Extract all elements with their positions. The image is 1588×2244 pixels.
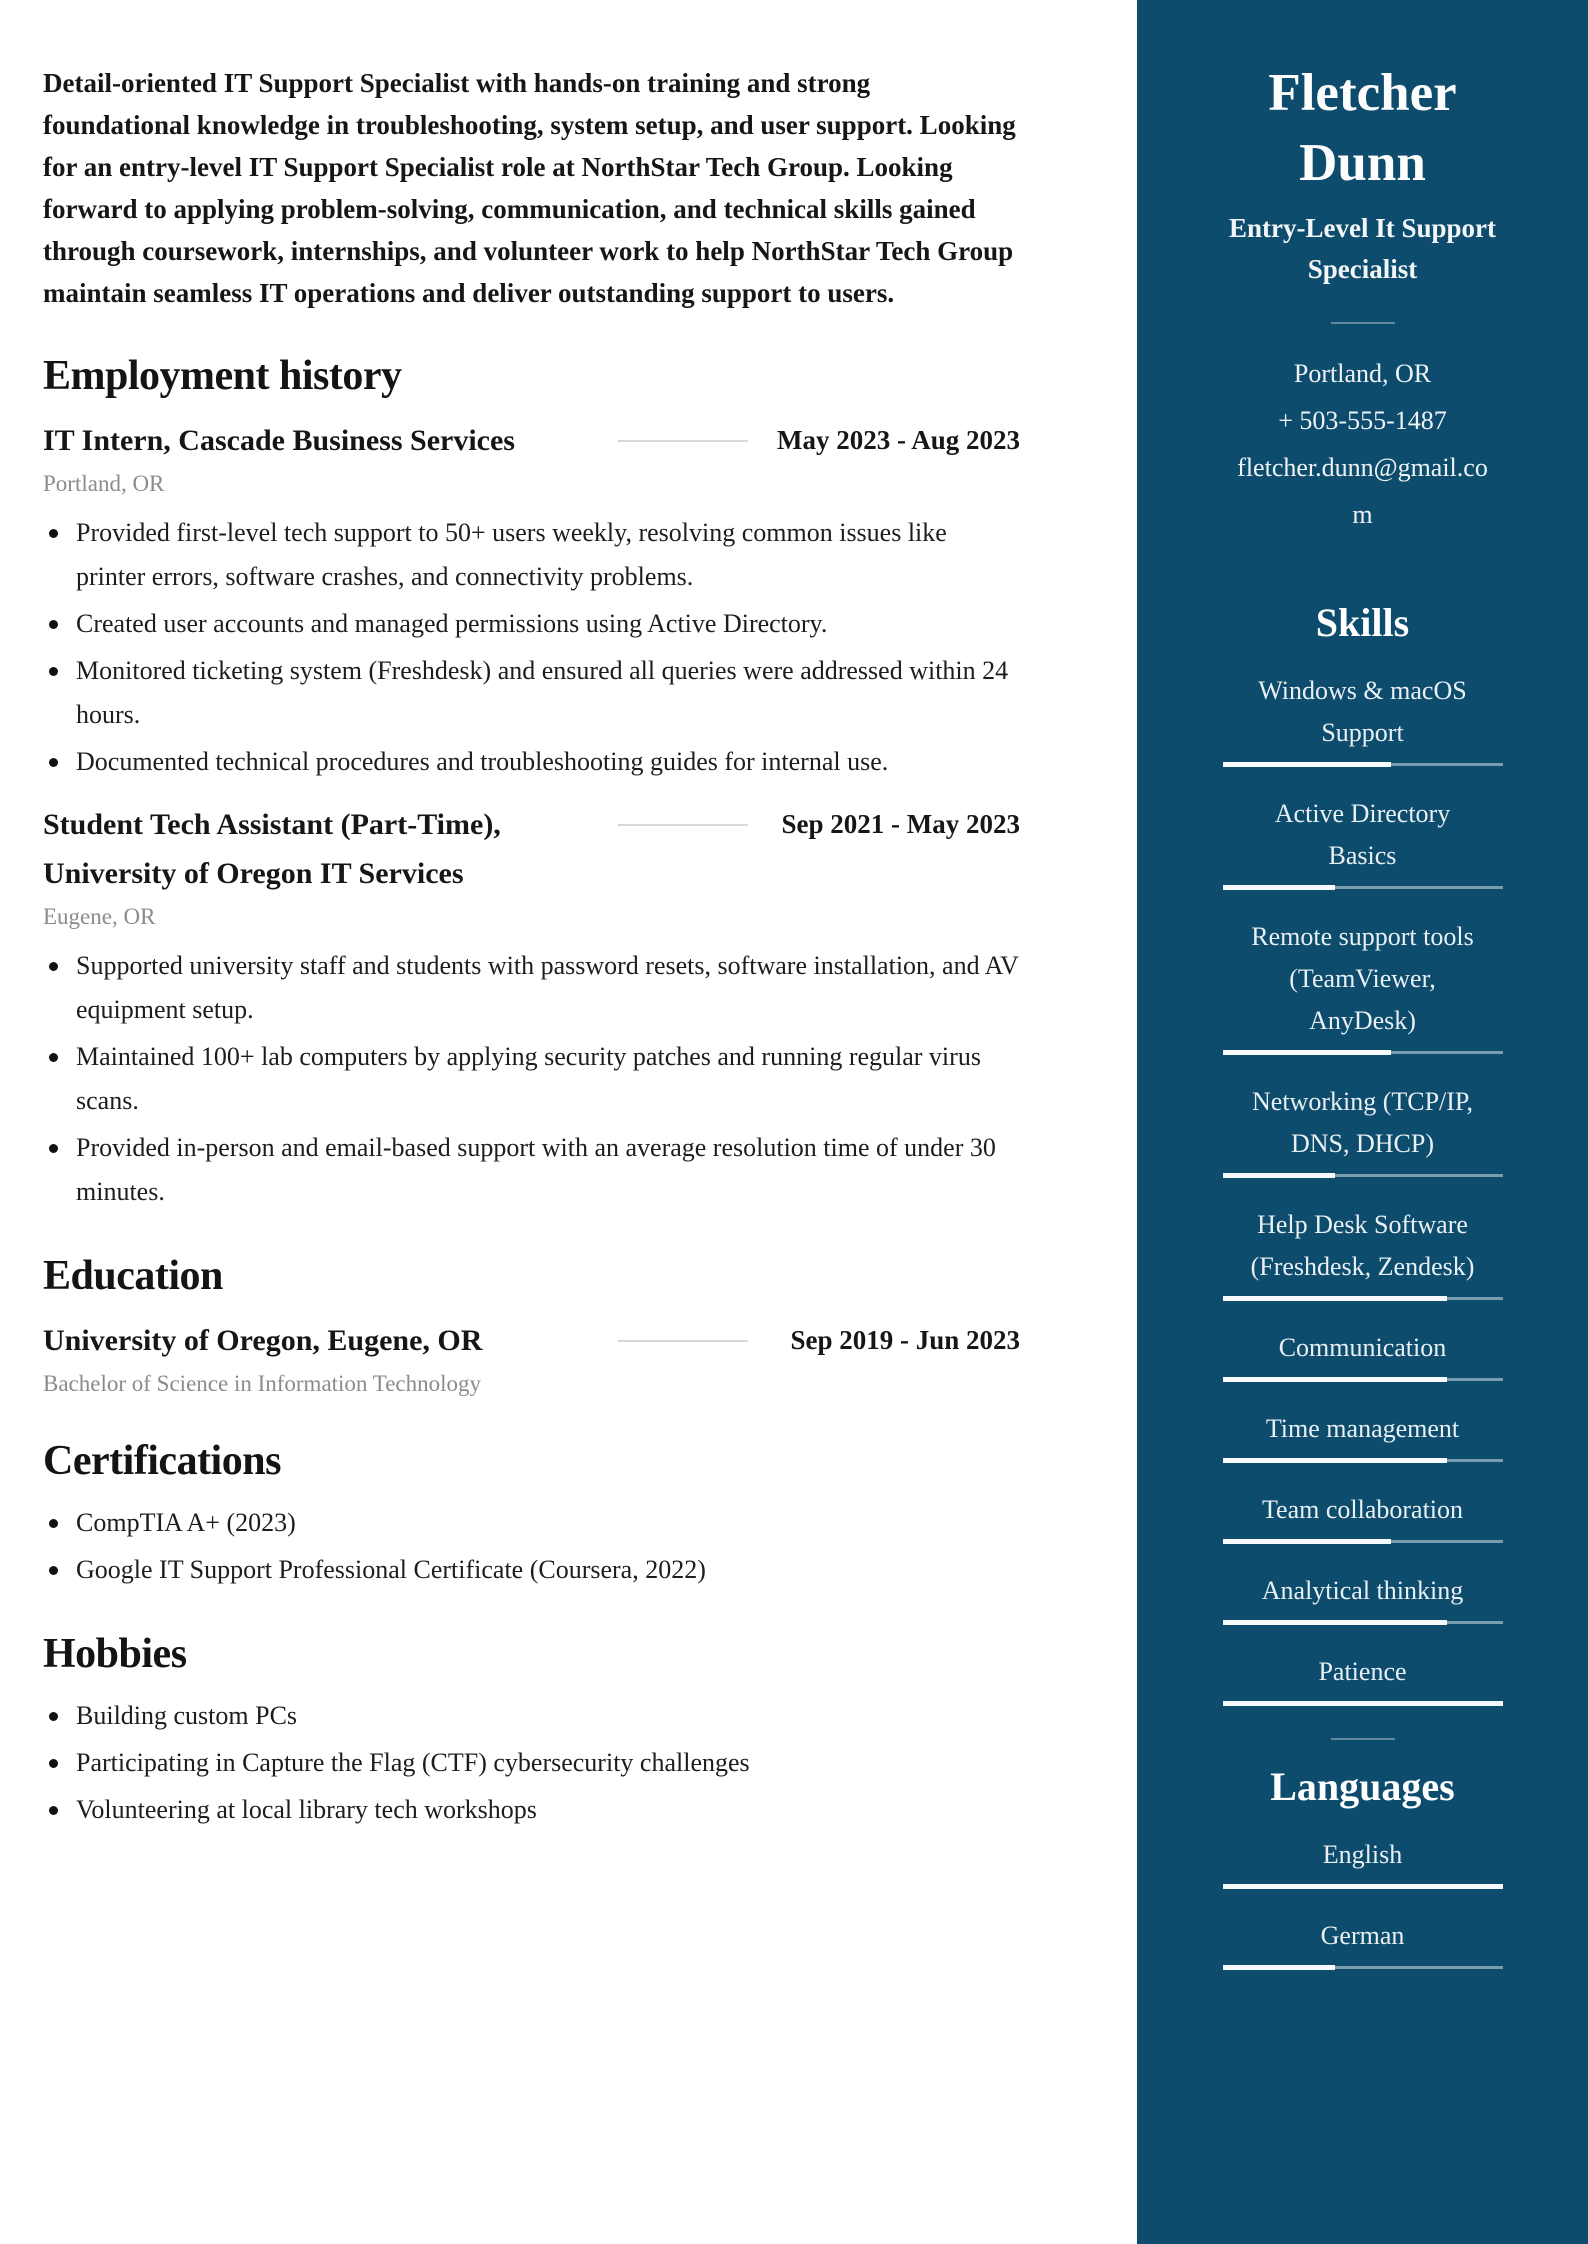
skill-level-bar [1223, 762, 1503, 767]
person-job-title: Entry-Level It Support Specialist [1228, 213, 1496, 284]
language-label: German [1320, 1921, 1405, 1950]
level-bar-fill [1223, 885, 1335, 890]
skill-item [1137, 670, 1588, 767]
contact-location: Portland, OR [1293, 359, 1432, 388]
skill-label: Active Directory Basics [1274, 799, 1451, 870]
entry-meta: Eugene, OR [43, 904, 156, 929]
level-bar-fill [1223, 1884, 1503, 1889]
resume-section [43, 1252, 1020, 1399]
languages-list [1137, 1834, 1588, 1970]
section-entry [43, 800, 1020, 1214]
bullet-item: Monitored ticketing system (Freshdesk) and ensured all queries were addressed within 24 hours. [43, 649, 1020, 737]
skill-level-bar [1223, 1701, 1503, 1706]
profile-summary: Detail-oriented IT Support Specialist with hands-on training and strong foundational knowledge in troubleshooting, system setup, and user support. Looking for an entry-level IT Support Specialist role at NorthStar Tech Group. Looking forward to applying problem-solving, communication, and technical skills gained through coursework, internships, and volunteer work to help NorthStar Tech Group maintain seamless IT operations and deliver outstanding support to users. [43, 68, 1016, 308]
level-bar-fill [1223, 1377, 1447, 1382]
skill-level-bar [1223, 1050, 1503, 1055]
bullet-item: Volunteering at local library tech workshops [43, 1788, 1020, 1832]
bullet-item: Created user accounts and managed permissions using Active Directory. [43, 602, 1020, 646]
level-bar-fill [1223, 1620, 1447, 1625]
bullet-item: Provided first-level tech support to 50+ users weekly, resolving common issues like printer errors, software crashes, and connectivity problems. [43, 511, 1020, 599]
bullet-list [43, 511, 1020, 784]
entry-decor-line [618, 1340, 748, 1342]
contact-phone: + 503-555-1487 [1278, 406, 1447, 435]
level-bar-fill [1223, 1458, 1447, 1463]
section-title: Education [43, 1253, 223, 1299]
bullet-list [43, 1694, 1020, 1832]
bullet-item: Google IT Support Professional Certificate (Coursera, 2022) [43, 1548, 1020, 1592]
language-label: English [1322, 1840, 1403, 1869]
skill-item [1137, 1204, 1588, 1301]
bullet-item: Documented technical procedures and troubleshooting guides for internal use. [43, 740, 1020, 784]
level-bar-fill [1223, 1050, 1391, 1055]
bullet-item: Provided in-person and email-based support with an average resolution time of under 30 minutes. [43, 1126, 1020, 1214]
skill-item [1137, 1651, 1588, 1706]
skill-label: Networking (TCP/IP, DNS, DHCP) [1252, 1087, 1473, 1158]
bullet-item: Participating in Capture the Flag (CTF) cybersecurity challenges [43, 1741, 1020, 1785]
entry-decor-line [618, 440, 748, 442]
language-item [1137, 1915, 1588, 1970]
entry-title: IT Intern, Cascade Business Services [43, 424, 515, 457]
skill-item [1137, 1570, 1588, 1625]
skill-label: Team collaboration [1261, 1495, 1464, 1524]
bullet-item: Supported university staff and students with password resets, software installation, and AV equipment setup. [43, 944, 1020, 1032]
resume-section [43, 1437, 1020, 1592]
section-entry [43, 1694, 1020, 1832]
entry-title: Student Tech Assistant (Part-Time), University of Oregon IT Services [43, 808, 501, 890]
skill-level-bar [1223, 1377, 1503, 1382]
person-name: Fletcher Dunn [1268, 64, 1457, 192]
bullet-item: Building custom PCs [43, 1694, 1020, 1738]
entry-date: Sep 2019 - Jun 2023 [790, 1325, 1020, 1355]
bullet-list [43, 944, 1020, 1214]
skill-item [1137, 1327, 1588, 1382]
languages-heading: Languages [1270, 1764, 1455, 1809]
skills-heading: Skills [1315, 600, 1410, 645]
entry-header-row [43, 416, 1020, 465]
entry-decor-line [618, 824, 748, 826]
skill-item [1137, 916, 1588, 1055]
bullet-item: CompTIA A+ (2023) [43, 1501, 1020, 1545]
skill-item [1137, 1408, 1588, 1463]
language-item [1137, 1834, 1588, 1889]
level-bar-fill [1223, 1539, 1391, 1544]
skill-label: Time management [1265, 1414, 1460, 1443]
sidebar-divider [1331, 1738, 1395, 1740]
level-bar-fill [1223, 1296, 1447, 1301]
skill-label: Analytical thinking [1261, 1576, 1464, 1605]
entry-date: Sep 2021 - May 2023 [781, 809, 1020, 839]
bullet-item: Maintained 100+ lab computers by applying security patches and running regular virus scans. [43, 1035, 1020, 1123]
section-title: Hobbies [43, 1631, 187, 1677]
entry-title: University of Oregon, Eugene, OR [43, 1324, 483, 1357]
entry-meta: Portland, OR [43, 471, 165, 496]
level-bar-fill [1223, 1701, 1503, 1706]
skill-label: Remote support tools (TeamViewer, AnyDesk) [1251, 922, 1474, 1035]
skill-label: Help Desk Software (Freshdesk, Zendesk) [1250, 1210, 1475, 1281]
skill-level-bar [1223, 1620, 1503, 1625]
language-level-bar [1223, 1965, 1503, 1970]
skills-list [1137, 670, 1588, 1706]
skill-label: Patience [1318, 1657, 1407, 1686]
section-title: Employment history [43, 353, 402, 399]
section-entry [43, 1316, 1020, 1399]
skill-label: Communication [1278, 1333, 1447, 1362]
section-entry [43, 1501, 1020, 1592]
skill-level-bar [1223, 1458, 1503, 1463]
skill-item [1137, 793, 1588, 890]
resume-sidebar [1137, 0, 1588, 2244]
entry-header-row [43, 800, 1020, 898]
skill-level-bar [1223, 1173, 1503, 1178]
bullet-list [43, 1501, 1020, 1592]
resume-section [43, 1630, 1020, 1832]
resume-sections [43, 352, 1020, 1832]
sidebar-divider [1331, 322, 1395, 324]
skill-level-bar [1223, 885, 1503, 890]
level-bar-fill [1223, 762, 1391, 767]
skill-level-bar [1223, 1296, 1503, 1301]
contact-block [1137, 350, 1588, 538]
contact-email: fletcher.dunn@gmail.com [1237, 453, 1488, 529]
level-bar-fill [1223, 1965, 1335, 1970]
skill-label: Windows & macOS Support [1258, 676, 1467, 747]
entry-date: May 2023 - Aug 2023 [777, 425, 1020, 455]
entry-meta: Bachelor of Science in Information Technology [43, 1371, 482, 1396]
language-level-bar [1223, 1884, 1503, 1889]
section-entry [43, 416, 1020, 784]
skill-item [1137, 1489, 1588, 1544]
resume-section [43, 352, 1020, 1214]
section-title: Certifications [43, 1438, 281, 1484]
skill-level-bar [1223, 1539, 1503, 1544]
skill-item [1137, 1081, 1588, 1178]
entry-header-row [43, 1316, 1020, 1365]
level-bar-fill [1223, 1173, 1335, 1178]
